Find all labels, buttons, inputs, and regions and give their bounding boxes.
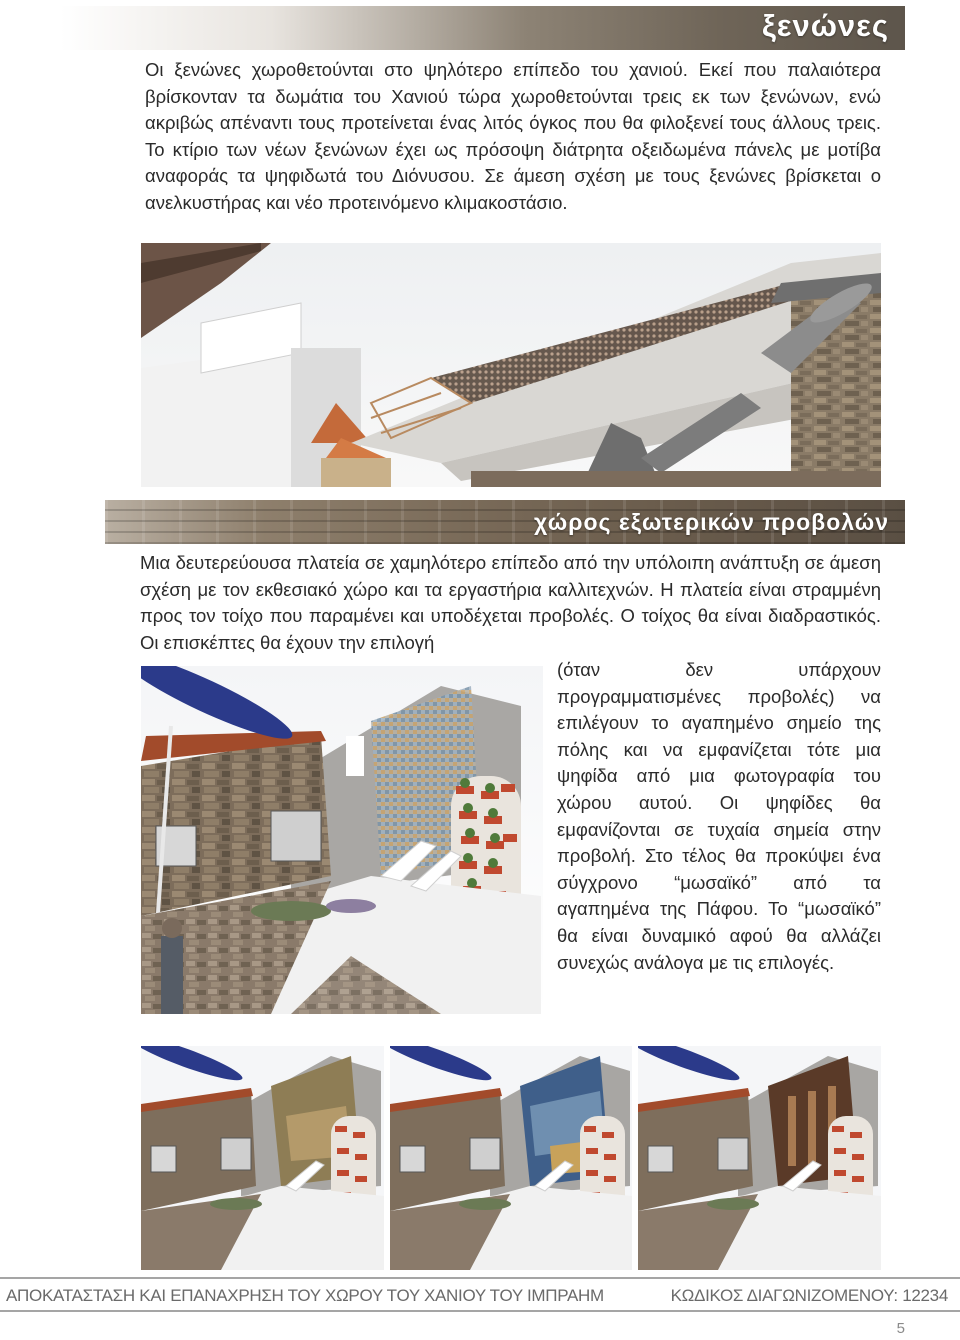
courtyard-mosaic-rendering: [141, 666, 543, 1014]
section-header-projections: [105, 500, 905, 544]
guesthouse-rendering-art: [141, 243, 881, 487]
mosaic-variant-2: [390, 1046, 632, 1270]
section-title-guesthouses: ξενώνες: [761, 8, 889, 43]
page-number: 5: [896, 1320, 905, 1337]
variant-3-art: [638, 1046, 881, 1270]
footer-project-title: ΑΠΟΚΑΤΑΣΤΑΣΗ ΚΑΙ ΕΠΑΝΑΧΡΗΣΗ ΤΟΥ ΧΩΡΟΥ ΤΟΥ ΧΑΝΙΟΥ ΤΟΥ ΙΜΠΡΑΗΜ: [6, 1286, 604, 1305]
mosaic-variant-1: [141, 1046, 384, 1270]
projections-paragraph-column: (όταν δεν υπάρχουν προγραμματισμένες προβολές) να επιλέγουν το αγαπημένο σημείο της πόλης και να εμφανίζεται τότε μια ψηφίδα από μια φωτογραφία του χώρου αυτού. Οι ψηφίδες θα εμφανίζονται σε τυχαία σημεία στην προβολή. Στο τέλος θα προκύψει ένα σύγχρονο “μωσαϊκό” από τα αγαπημένα της Πάφου. Το “μωσαϊκό” θα είναι δυναμικό αφού θα αλλάζει συνεχώς ανάλογα με τις επιλογές.: [557, 659, 881, 973]
guesthouse-rendering: [141, 243, 881, 487]
footer-competitor-code: ΚΩΔΙΚΟΣ ΔΙΑΓΩΝΙΖΟΜΕΝΟΥ: 12234: [670, 1286, 948, 1305]
mosaic-variant-3: [638, 1046, 881, 1270]
section-header-guesthouses: [60, 6, 905, 50]
guesthouses-paragraph: Οι ξενώνες χωροθετούνται στο ψηλότερο επίπεδο του χανιού. Εκεί που παλαιότερα βρίσκονταν τα δωμάτια του Χανιού τώρα χωροθετούνται τρεις εκ των ξενώνων, ενώ ακριβώς απέναντι τους προτείνεται ένας λιτός όγκος που θα φιλοξενεί τους άλλους τρεις. Το κτίριο των νέων ξενώνων έχει ως πρόσοψη διάτρητα οξειδωμένα πάνελς με μοτίβα αναφοράς τα ψηφιδωτά του Διόνυσου. Σε άμεση σχέση με τους ξενώνες βρίσκεται ο ανελκυστήρας και νέο προτεινόμενο κλιμακοστάσιο.: [145, 59, 881, 213]
variant-2-art: [390, 1046, 632, 1270]
section-title-projections: χώρος εξωτερικών προβολών: [534, 509, 889, 535]
projections-paragraph: Μια δευτερεύουσα πλατεία σε χαμηλότερο επίπεδο από την υπόλοιπη ανάπτυξη σε άμεση σχέση με τον εκθεσιακό χώρο και τα εργαστήρια καλλιτεχνών. Η πλατεία είναι στραμμένη προς τον τοίχο που παραμένει και υποδέχεται προβολές. Ο τοίχος θα είναι διαδραστικός. Οι επισκέπτες θα έχουν την επιλογή: [140, 552, 881, 653]
variant-1-art: [141, 1046, 384, 1270]
footer-top-rule: [0, 1277, 960, 1279]
courtyard-rendering-art: [141, 666, 543, 1014]
footer-bottom-rule: [0, 1310, 960, 1312]
